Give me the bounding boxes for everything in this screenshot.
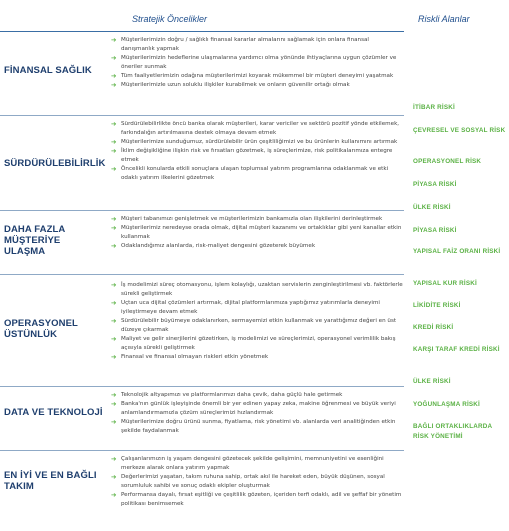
- list-item: ➔ Müşterilerimizin hedeflerine ulaşmalarına yardımcı olma yönünde ihtiyaçlarına uygun çözümler ve öneriler sunmak: [111, 54, 397, 70]
- list-item: ➔ Banka'nın günlük işleyişinde önemli bir yer edinen yapay zeka, makine öğrenmesi ve büyük veriyi anlamlandırmamızla çözüm süreçlerimizi hızlandırmak: [111, 400, 396, 416]
- risk-areas-header: Riskli Alanlar: [418, 14, 470, 24]
- section-financial-health: [0, 32, 404, 116]
- arrow-icon: ➔: [111, 281, 117, 289]
- arrow-icon: ➔: [111, 147, 117, 155]
- arrow-icon: ➔: [111, 165, 117, 173]
- section-title: DATA VE TEKNOLOJİ: [4, 407, 103, 418]
- section-items: [111, 215, 403, 251]
- risk-item: ÜLKE RİSKİ: [413, 204, 451, 211]
- arrow-icon: ➔: [111, 299, 117, 307]
- arrow-icon: ➔: [111, 473, 117, 481]
- risk-item: PİYASA RİSKİ: [413, 227, 457, 234]
- section-items: [111, 455, 403, 509]
- arrow-icon: ➔: [111, 335, 117, 343]
- list-item: ➔ Odaklandığımız alanlarda, risk-maliyet dengesini gözeterek büyümek: [111, 242, 316, 250]
- section-title: FİNANSAL SAĞLIK: [4, 65, 92, 76]
- list-item: ➔ Müşterilerimize sunduğumuz, sürdürülebilir ürün çeşitliliğimizi ve bu ürünlerin kullanımını artırmak: [111, 138, 398, 146]
- risk-item: LİKİDİTE RİSKİ: [413, 302, 461, 309]
- section-title: OPERASYONEL ÜSTÜNLÜK: [4, 318, 78, 340]
- list-item: ➔ Müşterilerimizin doğru / sağlıklı finansal kararlar almalarını sağlamak için onlara finansal danışmanlık yapmak: [111, 36, 369, 52]
- section-title: DAHA FAZLA MÜŞTERİYE ULAŞMA: [4, 224, 65, 257]
- list-item: ➔ Finansal ve finansal olmayan riskleri etkin yönetmek: [111, 353, 269, 361]
- list-item: ➔ Sürdürülebilirlikte öncü banka olarak müşterileri, karar vericiler ve sektörü pozitif yönde etkilemek, farkındalığın artırılmasına destek olmaya devam etmek: [111, 120, 400, 136]
- section-items: [111, 120, 403, 183]
- arrow-icon: ➔: [111, 317, 117, 325]
- risk-item: BAĞLI ORTAKLIKLARDA RİSK YÖNETİMİ: [413, 423, 493, 440]
- arrow-icon: ➔: [111, 400, 117, 408]
- list-item: ➔ Müşterilerimiz neredeyse orada olmak, dijital müşteri kazanımı ve ortaklıklar gibi yeni kanallar etkin kullanmak: [111, 224, 402, 240]
- strategic-priorities-column: [0, 32, 404, 531]
- list-item: ➔ Sürdürülebilir büyümeye odaklanırken, sermayemizi etkin kullanmak ve yarattığımız değeri en üst düzeye çıkarmak: [111, 317, 397, 333]
- section-reach-more-customers: [0, 211, 404, 275]
- arrow-icon: ➔: [111, 54, 117, 62]
- section-title: SÜRDÜRÜLEBİLİRLİK: [4, 158, 106, 169]
- arrow-icon: ➔: [111, 418, 117, 426]
- list-item: ➔ Performansa dayalı, fırsat eşitliği ve çeşitlilik gözeten, içeriden terfi odaklı, adil ve şeffaf bir yönetim politikası benimsemek: [111, 491, 402, 507]
- list-item: ➔ Maliyet ve gelir sinerjilerini gözetirken, iş modelimizi ve süreçlerimizi, operasyonel verimlilik bakış açısıyla sürekli geliştirmek: [111, 335, 396, 351]
- section-sustainability: [0, 116, 404, 211]
- list-item: ➔ Müşterilerimize doğru ürünü sunma, fiyatlama, risk yönetimi vb. alanlarda veri analitiğinden etkin şekilde faydalanmak: [111, 418, 396, 434]
- risk-item: YAPISAL FAİZ ORANI RİSKİ: [413, 248, 501, 255]
- list-item: ➔ Öncelikli konularda etkili sonuçlara ulaşan toplumsal yatırım programlarına odaklanmak ve etki odaklı yatırım ilkelerini gözetmek: [111, 165, 389, 181]
- arrow-icon: ➔: [111, 242, 117, 250]
- risk-item: ÇEVRESEL VE SOSYAL RİSK: [413, 127, 506, 134]
- risk-item: KREDİ RİSKİ: [413, 324, 454, 331]
- list-item: ➔ Müşterilerimizle uzun soluklu ilişkiler kurabilmek ve onların güvenilir ortağı olmak: [111, 81, 350, 89]
- risk-item: ÜLKE RİSKİ: [413, 378, 451, 385]
- list-item: ➔ İş modelimizi süreç otomasyonu, işlem kolaylığı, uzaktan servislerin zenginleştirilmesi vb. faktörlerle sürekli geliştirmek: [111, 281, 403, 297]
- risk-item: OPERASYONEL RİSK: [413, 158, 482, 165]
- risk-item: İTİBAR RİSKİ: [413, 104, 455, 111]
- strategic-priorities-header: Stratejik Öncelikler: [132, 14, 208, 24]
- section-items: [111, 281, 403, 362]
- section-best-team: [0, 451, 404, 531]
- list-item: ➔ Çalışanlarımızın iş yaşam dengesini gözetecek şekilde gelişimini, memnuniyetini ve esenliğini merkeze alarak onlara yatırım yapmak: [111, 455, 384, 471]
- arrow-icon: ➔: [111, 224, 117, 232]
- arrow-icon: ➔: [111, 36, 117, 44]
- risk-item: PİYASA RİSKİ: [413, 181, 457, 188]
- list-item: ➔ Teknolojik altyapımızı ve platformlarımızı daha çevik, daha güçlü hale getirmek: [111, 391, 343, 399]
- section-operational-excellence: [0, 275, 404, 387]
- list-item: ➔ Tüm faaliyetlerimizin odağına müşterilerimizi koyarak mükemmel bir müşteri deneyimi yaşatmak: [111, 72, 394, 80]
- section-items: [111, 36, 403, 90]
- section-title: EN İYİ VE EN BAĞLI TAKIM: [4, 470, 97, 492]
- arrow-icon: ➔: [111, 72, 117, 80]
- arrow-icon: ➔: [111, 215, 117, 223]
- risk-item: YAPISAL KUR RİSKİ: [413, 280, 477, 287]
- arrow-icon: ➔: [111, 455, 117, 463]
- arrow-icon: ➔: [111, 491, 117, 499]
- list-item: ➔ Değerlerimizi yaşatan, takım ruhuna sahip, ortak akıl ile hareket eden, büyük düşünen, sosyal sorumluluk sahibi ve sonuç odaklı ekipler oluşturmak: [111, 473, 385, 489]
- arrow-icon: ➔: [111, 120, 117, 128]
- list-item: ➔ İklim değişikliğine ilişkin risk ve fırsatları gözetmek, iş süreçlerimize, risk politikalarımıza entegre etmek: [111, 147, 393, 163]
- section-data-technology: [0, 387, 404, 451]
- arrow-icon: ➔: [111, 138, 117, 146]
- risk-item: KARŞI TARAF KREDİ RİSKİ: [413, 346, 500, 353]
- list-item: ➔ Uçtan uca dijital çözümleri artırmak, dijital platformlarımıza yaptığımız yatırımlarla deneyimi iyileştirmeye devam etmek: [111, 299, 380, 315]
- list-item: ➔ Müşteri tabanımızı genişletmek ve müşterilerimizin bankamızla olan ilişkilerini derinleştirmek: [111, 215, 383, 223]
- risk-item: YOĞUNLAŞMA RİSKİ: [413, 401, 480, 408]
- arrow-icon: ➔: [111, 81, 117, 89]
- arrow-icon: ➔: [111, 353, 117, 361]
- section-items: [111, 391, 403, 436]
- arrow-icon: ➔: [111, 391, 117, 399]
